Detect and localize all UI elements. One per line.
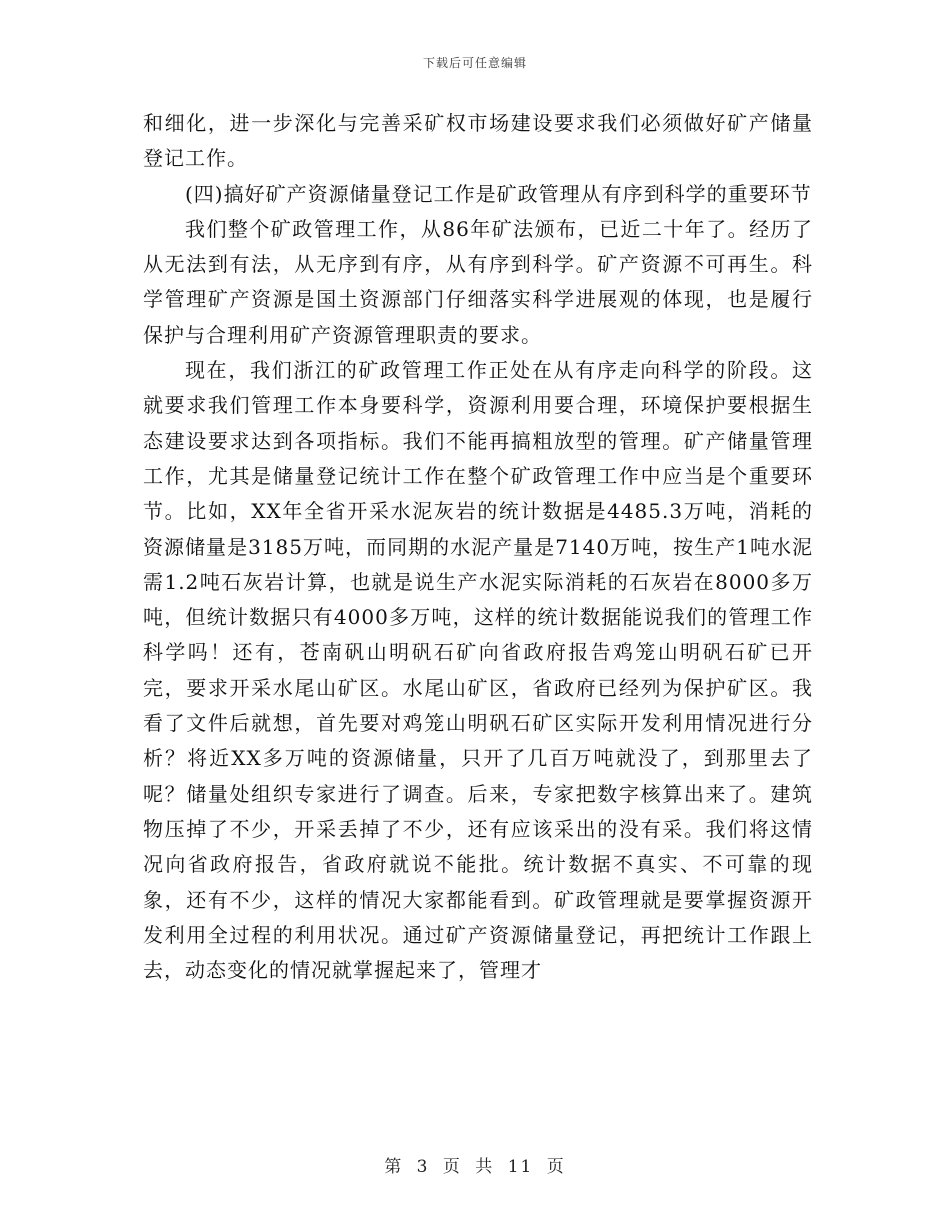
paragraph: 我们整个矿政管理工作，从86年矿法颁布，已近二十年了。经历了从无法到有法，从无序到有序，从有序到科学。矿产资源不可再生。科学管理矿产资源是国土资源部门仔细落实科学进展观的体现，也是履行保护与合理利用矿产资源管理职责的要求。: [143, 216, 813, 347]
section-heading: (四)搞好矿产资源储量登记工作是矿政管理从有序到科学的重要环节: [185, 181, 812, 206]
paragraph-continuation: 和细化，进一步深化与完善采矿权市场建设要求我们必须做好矿产储量登记工作。: [143, 111, 813, 171]
page-header: 下载后可任意编辑: [422, 56, 527, 70]
paragraph: 现在，我们浙江的矿政管理工作正处在从有序走向科学的阶段。这就要求我们管理工作本身要科学，资源利用要合理，环境保护要根据生态建设要求达到各项指标。我们不能再搞粗放型的管理。矿产储量管理工作，尤其是储量登记统计工作在整个矿政管理工作中应当是个重要环节。比如，XX年全省开采水泥灰岩的统计数据是4485.3万吨，消耗的资源储量是3185万吨，而同期的水泥产量是7140万吨，按生产1吨水泥需1.2吨石灰岩计算，也就是说生产水泥实际消耗的石灰岩在8000多万吨，但统计数据只有4000多万吨，这样的统计数据能说我们的管理工作科学吗！还有，苍南矾山明矾石矿向省政府报告鸡笼山明矾石矿已开完，要求开采水尾山矿区。水尾山矿区，省政府已经列为保护矿区。我看了文件后就想，首先要对鸡笼山明矾石矿区实际开发利用情况进行分析？将近XX多万吨的资源储量，只开了几百万吨就没了，到那里去了呢？储量处组织专家进行了调查。后来，专家把数字核算出来了。建筑物压掉了不少，开采丢掉了不少，还有应该采出的没有采。我们将这情况向省政府报告，省政府就说不能批。统计数据不真实、不可靠的现象，还有不少，这样的情况大家都能看到。矿政管理就是要掌握资源开发利用全过程的利用状况。通过矿产资源储量登记，再把统计工作跟上去，动态变化的情况就掌握起来了，管理才: [143, 358, 813, 983]
page-number: 第 3 页 共 11 页: [384, 1157, 566, 1177]
document-body: [143, 106, 813, 988]
